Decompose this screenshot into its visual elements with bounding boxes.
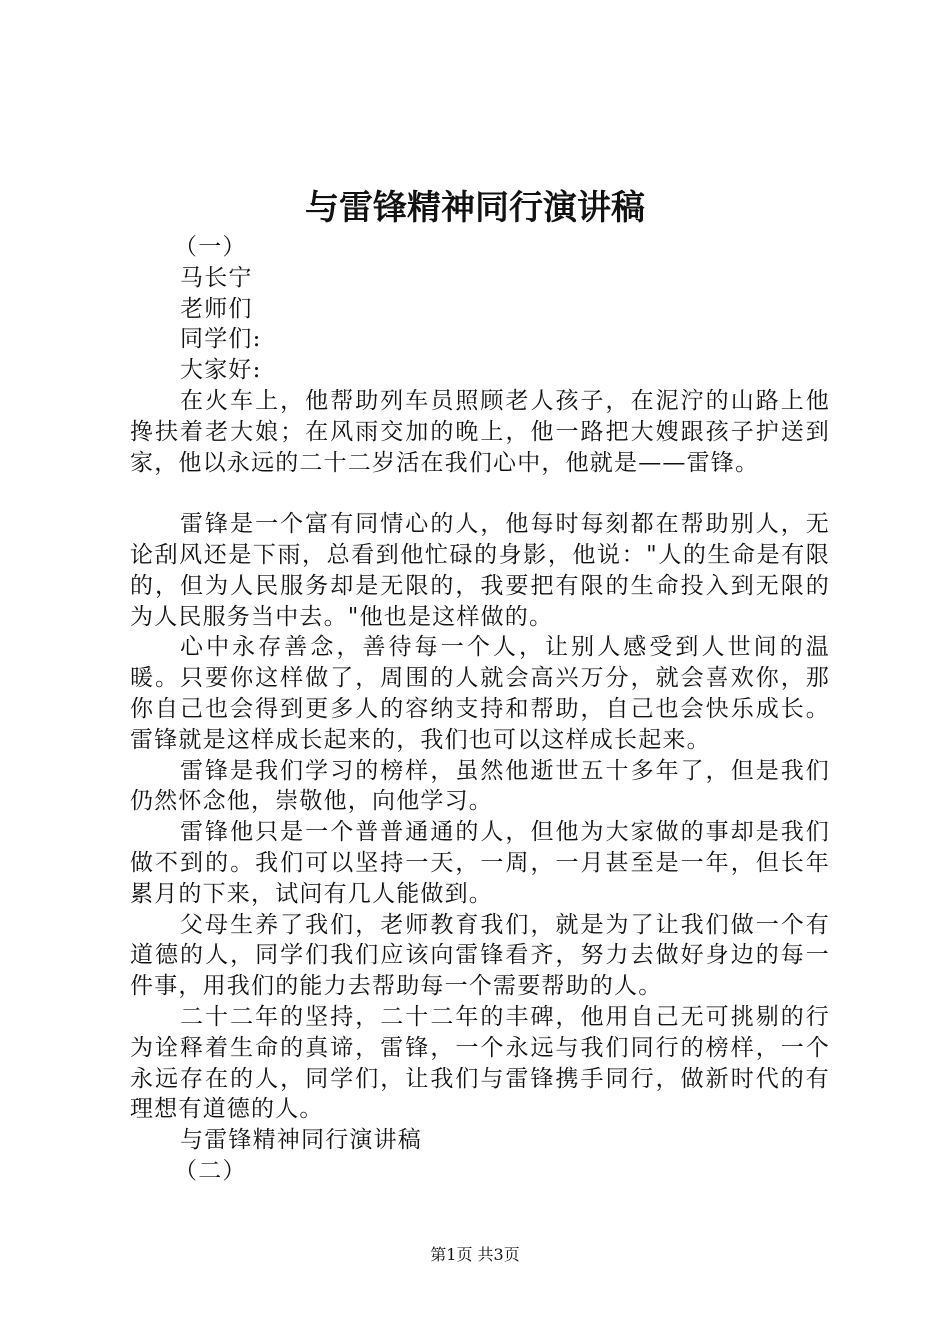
greeting-teachers: 老师们 bbox=[180, 295, 253, 322]
page-footer: 第1页 共3页 bbox=[430, 1245, 520, 1264]
greeting-classmates: 同学们: bbox=[180, 326, 262, 353]
greeting-all: 大家好: bbox=[180, 357, 262, 384]
paragraph: 二十二年的坚持，二十二年的丰碑，他用自己无可挑剔的行为诠释着生命的真谛，雷锋，一个永远与我们同行的榜样，一个永远存在的人，同学们，让我们与雷锋携手同行，做新时代的有理想有道德的人。 bbox=[130, 1003, 830, 1123]
document-body bbox=[130, 232, 830, 1187]
author-name: 马长宁 bbox=[180, 264, 253, 291]
paragraph: 在火车上，他帮助列车员照顾老人孩子，在泥泞的山路上他搀扶着老大娘；在风雨交加的晚上，他一路把大嫂跟孩子护送到家，他以永远的二十二岁活在我们心中，他就是——雷锋。 bbox=[130, 387, 830, 476]
paragraph: 雷锋他只是一个普普通通的人，但他为大家做的事却是我们做不到的。我们可以坚持一天，一周，一月甚至是一年，但长年累月的下来，试问有几人能做到。 bbox=[130, 819, 830, 907]
paragraph: 雷锋是一个富有同情心的人，他每时每刻都在帮助别人，无论刮风还是下雨，总看到他忙碌的身影，他说："人的生命是有限的，但为人民服务却是无限的，我要把有限的生命投入到无限的为人民服务当中去。"他也是这样做的。 bbox=[130, 511, 830, 630]
section-one-marker: （一） bbox=[174, 234, 247, 260]
paragraph: 雷锋是我们学习的榜样，虽然他逝世五十多年了，但是我们仍然怀念他，崇敬他，向他学习。 bbox=[130, 757, 830, 815]
paragraph: 心中永存善念，善待每一个人，让别人感受到人世间的温暖。只要你这样做了，周围的人就会高兴万分，就会喜欢你，那你自己也会得到更多人的容纳支持和帮助，自己也会快乐成长。雷锋就是这样成长起来的，我们也可以这样成长起来。 bbox=[130, 634, 830, 753]
section-two-marker: （二） bbox=[174, 1157, 247, 1184]
second-speech-title: 与雷锋精神同行演讲稿 bbox=[180, 1127, 422, 1154]
paragraph: 父母生养了我们，老师教育我们，就是为了让我们做一个有道德的人，同学们我们应该向雷锋看齐，努力去做好身边的每一件事，用我们的能力去帮助每一个需要帮助的人。 bbox=[130, 911, 830, 1000]
paragraph-spacer bbox=[130, 478, 830, 509]
document-title: 与雷锋精神同行演讲稿 bbox=[305, 188, 645, 228]
